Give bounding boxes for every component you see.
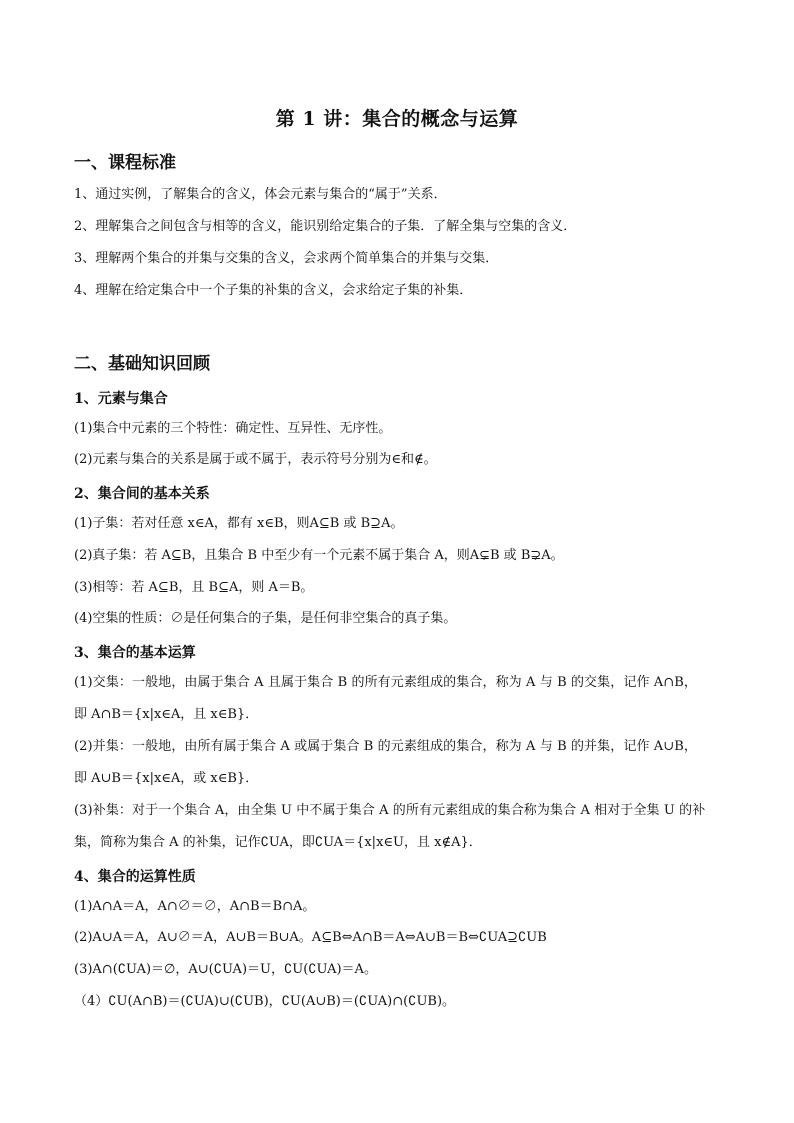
standard-item-3: 3、理解两个集合的并集与交集的含义，会求两个简单集合的并集与交集． (74, 251, 499, 266)
knowledge-line: (2)A∪A＝A，A∪∅＝A，A∪B＝B∪A。A⊆B⇔A∩B＝A⇔A∪B＝B⇔∁UA⊇∁UB (74, 930, 547, 945)
subheading-set-operations: 3、集合的基本运算 (74, 645, 196, 661)
knowledge-line: (1)A∩A＝A，A∩∅＝∅，A∩B＝B∩A。 (74, 899, 316, 914)
page-title: 第 1 讲：集合的概念与运算 (275, 108, 519, 130)
standard-item-1: 1、通过实例，了解集合的含义，体会元素与集合的“属于”关系． (74, 187, 447, 202)
section-heading-course-standard: 一、课程标准 (74, 153, 176, 173)
knowledge-line: (1)集合中元素的三个特性：确定性、互异性、无序性。 (74, 421, 392, 436)
knowledge-line: (1)交集：一般地，由属于集合 A 且属于集合 B 的所有元素组成的集合，称为 A 与 B 的交集，记作 A∩B， (74, 675, 698, 690)
knowledge-line: (2)元素与集合的关系是属于或不属于，表示符号分别为∈和∉。 (74, 452, 437, 467)
standard-item-4: 4、理解在给定集合中一个子集的补集的含义，会求给定子集的补集． (74, 283, 473, 298)
knowledge-line: (3)补集：对于一个集合 A，由全集 U 中不属于集合 A 的所有元素组成的集合称为集合 A 相对于全集 U 的补 (74, 803, 706, 818)
section-heading-basic-knowledge: 二、基础知识回顾 (74, 354, 210, 374)
subheading-set-relations: 2、集合间的基本关系 (74, 486, 210, 502)
subheading-elements-and-sets: 1、元素与集合 (74, 391, 168, 407)
knowledge-line: (3)相等：若 A⊆B，且 B⊆A，则 A＝B。 (74, 580, 314, 595)
knowledge-line: （4）∁U(A∩B)＝(∁UA)∪(∁UB)，∁U(A∪B)＝(∁UA)∩(∁UB)。 (74, 994, 456, 1009)
knowledge-line: (3)A∩(∁UA)＝∅，A∪(∁UA)＝U，∁U(∁UA)＝A。 (74, 962, 377, 977)
knowledge-line: (1)子集：若对任意 x∈A，都有 x∈B，则A⊆B 或 B⊇A。 (74, 516, 404, 531)
knowledge-line: (4)空集的性质：∅是任何集合的子集，是任何非空集合的真子集。 (74, 611, 457, 626)
subheading-operation-properties: 4、集合的运算性质 (74, 869, 196, 885)
knowledge-line: (2)真子集：若 A⊆B，且集合 B 中至少有一个元素不属于集合 A，则A⊊B 或 B⊋A。 (74, 548, 564, 563)
knowledge-line: 即 A∪B＝{x|x∈A，或 x∈B}． (74, 771, 259, 786)
knowledge-line: (2)并集：一般地，由所有属于集合 A 或属于集合 B 的元素组成的集合，称为 A 与 B 的并集，记作 A∪B， (74, 739, 698, 754)
knowledge-line: 集，简称为集合 A 的补集，记作∁UA，即∁UA＝{x|x∈U，且 x∉A}． (74, 835, 482, 850)
standard-item-2: 2、理解集合之间包含与相等的含义，能识别给定集合的子集．了解全集与空集的含义． (74, 219, 577, 234)
knowledge-line: 即 A∩B＝{x|x∈A，且 x∈B}． (74, 707, 259, 722)
